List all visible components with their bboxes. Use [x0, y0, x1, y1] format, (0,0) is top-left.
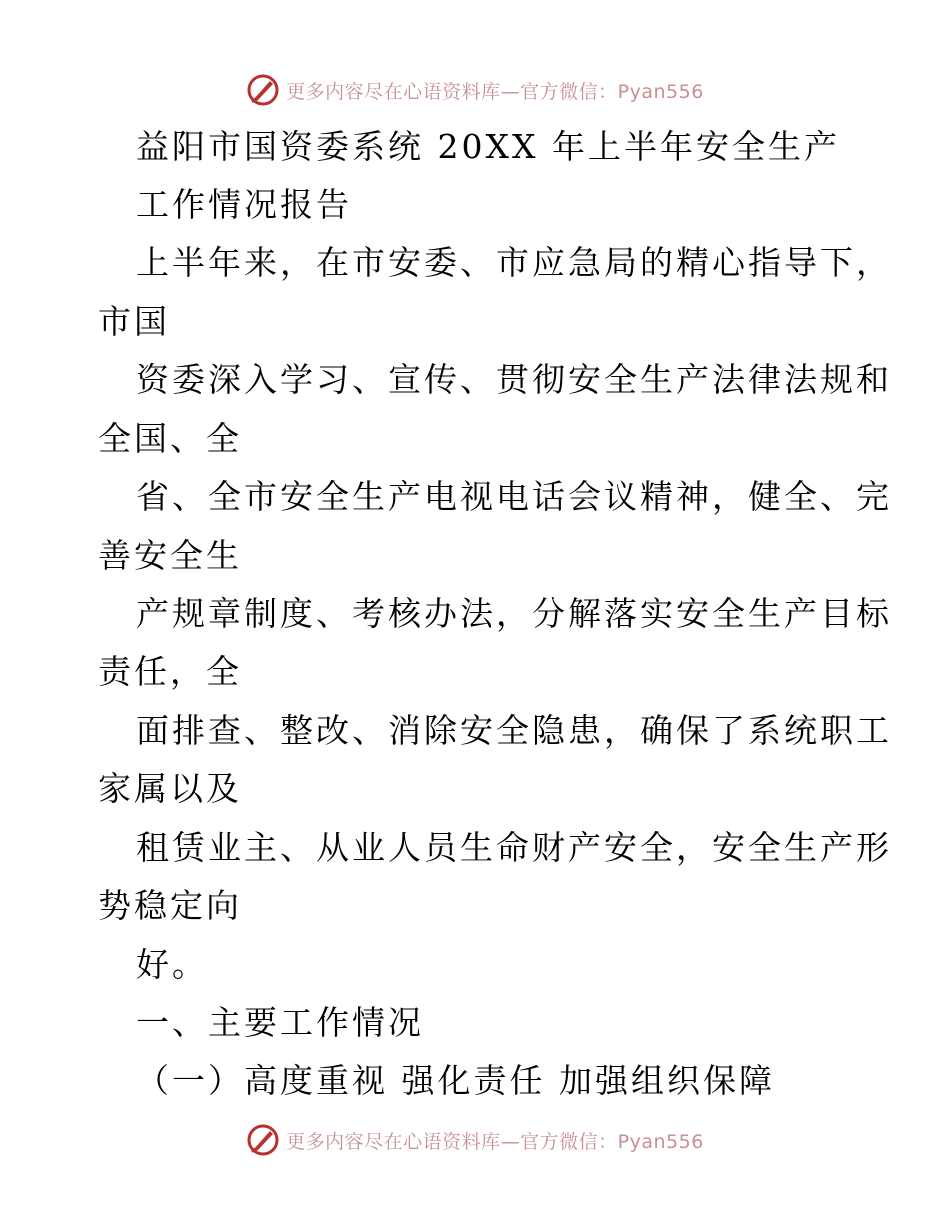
footer-watermark [0, 1120, 950, 1160]
paragraph-line: 资委深入学习、宣传、贯彻安全生产法律法规和 [136, 360, 892, 399]
watermark-text: 更多内容尽在心语资料库—官方微信：Pyan556 [286, 1130, 704, 1153]
subsection-heading: （一）高度重视 强化责任 加强组织保障 [136, 1061, 775, 1100]
paragraph-line: 面排查、整改、消除安全隐患，确保了系统职工 [136, 711, 892, 750]
paragraph-line: 好。 [136, 945, 208, 984]
paragraph-line: 市国 [98, 302, 170, 341]
document-title-line-1: 益阳市国资委系统 20XX 年上半年安全生产 [136, 127, 840, 166]
quill-in-circle-icon [246, 1123, 280, 1157]
paragraph-line: 租赁业主、从业人员生命财产安全，安全生产形 [136, 828, 892, 867]
paragraph-line: 家属以及 [98, 769, 242, 808]
quill-in-circle-icon [246, 73, 280, 107]
paragraph-line: 势稳定向 [98, 886, 242, 925]
paragraph-line: 责任，全 [98, 652, 242, 691]
header-watermark [0, 70, 950, 110]
paragraph-line: 上半年来，在市安委、市应急局的精心指导下， [136, 243, 892, 282]
paragraph-line: 省、全市安全生产电视电话会议精神，健全、完 [136, 477, 892, 516]
paragraph-line: 善安全生 [98, 536, 242, 575]
paragraph-line: 产规章制度、考核办法，分解落实安全生产目标 [136, 594, 892, 633]
section-heading: 一、主要工作情况 [136, 1003, 424, 1042]
watermark-text: 更多内容尽在心语资料库—官方微信：Pyan556 [286, 80, 704, 103]
paragraph-line: 全国、全 [98, 419, 242, 458]
document-title-line-2: 工作情况报告 [136, 185, 352, 224]
